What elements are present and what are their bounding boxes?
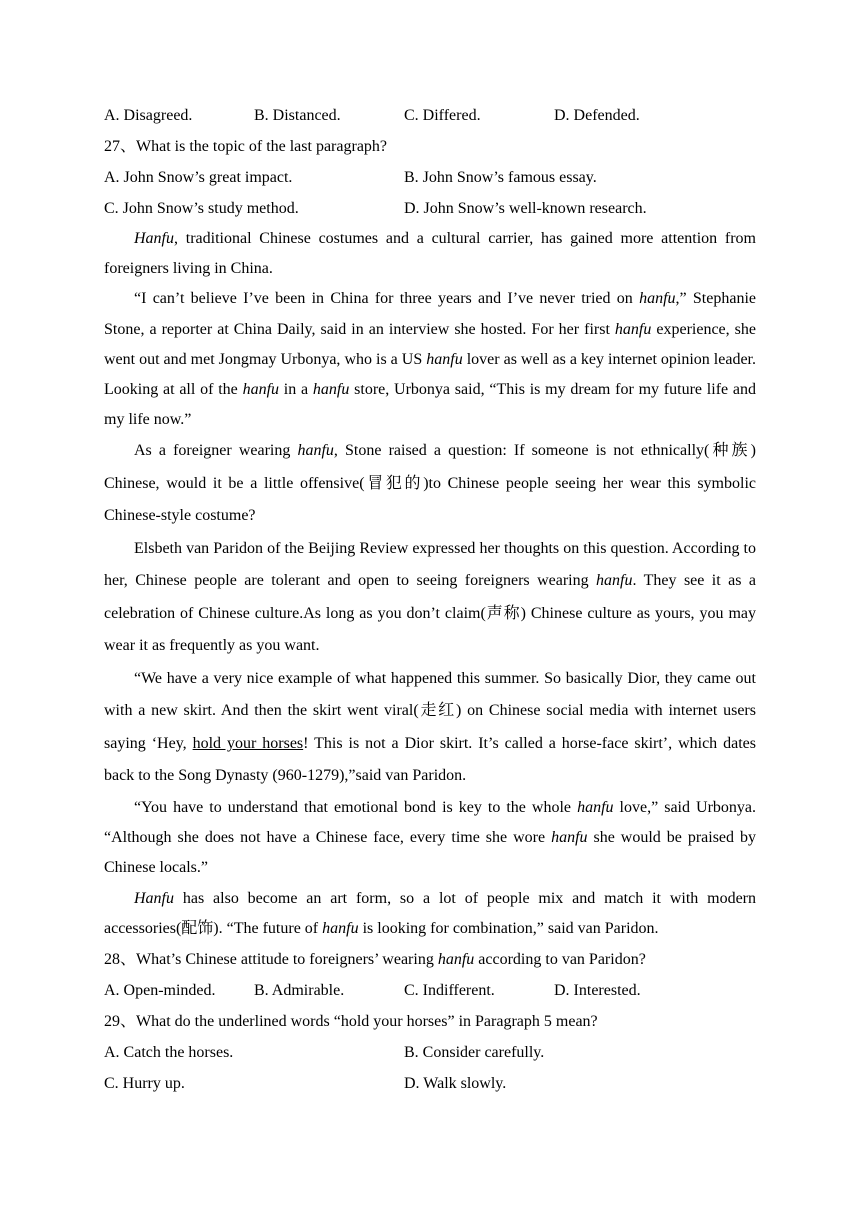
q27-stem: 27、What is the topic of the last paragraph? bbox=[104, 138, 388, 155]
q27-options-row2 bbox=[104, 193, 756, 224]
q28-option-b: B. Admirable. bbox=[254, 981, 345, 999]
paragraph-text: is looking for combination,” said van Paridon. bbox=[358, 919, 659, 937]
italic-term: hanfu bbox=[297, 442, 334, 460]
q29-options-row1 bbox=[104, 1037, 756, 1068]
q28-option-a: A. Open-minded. bbox=[104, 981, 216, 999]
passage-paragraph-3 bbox=[104, 435, 756, 533]
q26-options bbox=[104, 100, 756, 131]
italic-term: hanfu bbox=[614, 320, 652, 338]
paragraph-text: store, Urbonya said, “This is my dream for my future life and my life now.” bbox=[104, 381, 757, 429]
q29-option-c: C. Hurry up. bbox=[104, 1074, 185, 1092]
italic-term: hanfu bbox=[426, 350, 463, 368]
italic-term: hanfu bbox=[577, 798, 614, 816]
exam-page bbox=[104, 100, 756, 1099]
paragraph-text: As a foreigner wearing bbox=[134, 442, 298, 460]
paragraph-text: love,” said Urbonya. “Although she does not have a Chinese face, every time she wore bbox=[104, 798, 757, 847]
paragraph-text: ,” Stephanie Stone, a reporter at China Daily, said in an interview she hosted. For her first bbox=[104, 290, 756, 338]
q28-option-d: D. Interested. bbox=[554, 981, 641, 999]
q29-stem: 29、What do the underlined words “hold your horses” in Paragraph 5 mean? bbox=[104, 1012, 598, 1030]
q28-stem bbox=[104, 944, 756, 975]
question-text: 28、What’s Chinese attitude to foreigners’ wearing bbox=[104, 950, 438, 968]
paragraph-text: she would be praised by Chinese locals.” bbox=[104, 829, 756, 877]
passage-paragraph-7 bbox=[104, 884, 756, 944]
q27-option-b: B. John Snow’s famous essay. bbox=[404, 169, 597, 186]
italic-term: hanfu bbox=[242, 381, 280, 399]
passage-paragraph-1 bbox=[104, 224, 756, 284]
paragraph-text: lover as well as a key internet opinion leader. Looking at all of the bbox=[104, 350, 756, 399]
paragraph-text: has also become an art form, so a lot of people mix and match it with modern accessories(配饰). “The future of bbox=[104, 889, 756, 937]
paragraph-text: “You have to understand that emotional bond is key to the whole bbox=[134, 798, 578, 816]
passage-paragraph-2 bbox=[104, 284, 756, 435]
q29-option-a: A. Catch the horses. bbox=[104, 1043, 234, 1061]
underlined-phrase: hold your horses bbox=[192, 734, 304, 752]
q27-option-d: D. John Snow’s well-known research. bbox=[404, 200, 647, 217]
italic-term: hanfu bbox=[639, 290, 676, 308]
paragraph-text: . They see it as a celebration of Chinese culture.As long as you don’t claim(声称) Chinese culture as yours, you may wear it as frequently as you want. bbox=[104, 572, 756, 655]
q29-option-d: D. Walk slowly. bbox=[404, 1074, 507, 1092]
italic-term: hanfu bbox=[437, 950, 475, 968]
paragraph-text: “We have a very nice example of what happened this summer. So basically Dior, they came out with a new skirt. And then the skirt went viral(走红) on Chinese social media with internet users saying ‘Hey, bbox=[104, 669, 756, 752]
italic-term: Hanfu bbox=[134, 889, 174, 907]
paragraph-text: in a bbox=[279, 381, 313, 399]
paragraph-text: Elsbeth van Paridon of the Beijing Review expressed her thoughts on this question. According to her, Chinese people are tolerant and open to seeing foreigners wearing bbox=[104, 539, 756, 590]
q27-option-c: C. John Snow’s study method. bbox=[104, 200, 299, 217]
paragraph-text: , Stone raised a question: If someone is not ethnically(种族) Chinese, would it be a little offensive(冒犯的)to Chinese people seeing her wear this symbolic Chinese-style costume? bbox=[104, 442, 756, 525]
q28-option-c: C. Indifferent. bbox=[404, 981, 495, 999]
q29-options-row2 bbox=[104, 1068, 756, 1099]
passage-paragraph-5 bbox=[104, 663, 756, 793]
q26-option-c: C. Differed. bbox=[404, 107, 481, 124]
q26-option-a: A. Disagreed. bbox=[104, 107, 193, 124]
italic-term: Hanfu bbox=[134, 230, 174, 247]
q26-option-d: D. Defended. bbox=[554, 107, 640, 124]
paragraph-text: ! This is not a Dior skirt. It’s called a horse-face skirt’, which dates back to the Song Dynasty (960-1279),”said van Paridon. bbox=[104, 734, 757, 785]
q29-option-b: B. Consider carefully. bbox=[404, 1043, 545, 1061]
q26-option-b: B. Distanced. bbox=[254, 107, 341, 124]
passage-paragraph-6 bbox=[104, 793, 756, 884]
passage-paragraph-4 bbox=[104, 533, 756, 663]
italic-term: hanfu bbox=[551, 829, 588, 847]
paragraph-text: “I can’t believe I’ve been in China for three years and I’ve never tried on bbox=[134, 290, 640, 308]
q27-options-row1 bbox=[104, 162, 756, 193]
paragraph-text: , traditional Chinese costumes and a cultural carrier, has gained more attention from foreigners living in China. bbox=[104, 230, 756, 278]
italic-term: hanfu bbox=[596, 572, 633, 590]
q28-options bbox=[104, 975, 756, 1006]
italic-term: hanfu bbox=[322, 919, 359, 937]
question-text: according to van Paridon? bbox=[474, 950, 646, 968]
italic-term: hanfu bbox=[312, 381, 350, 399]
q27-option-a: A. John Snow’s great impact. bbox=[104, 169, 293, 186]
paragraph-text: experience, she went out and met Jongmay Urbonya, who is a US bbox=[104, 320, 756, 368]
